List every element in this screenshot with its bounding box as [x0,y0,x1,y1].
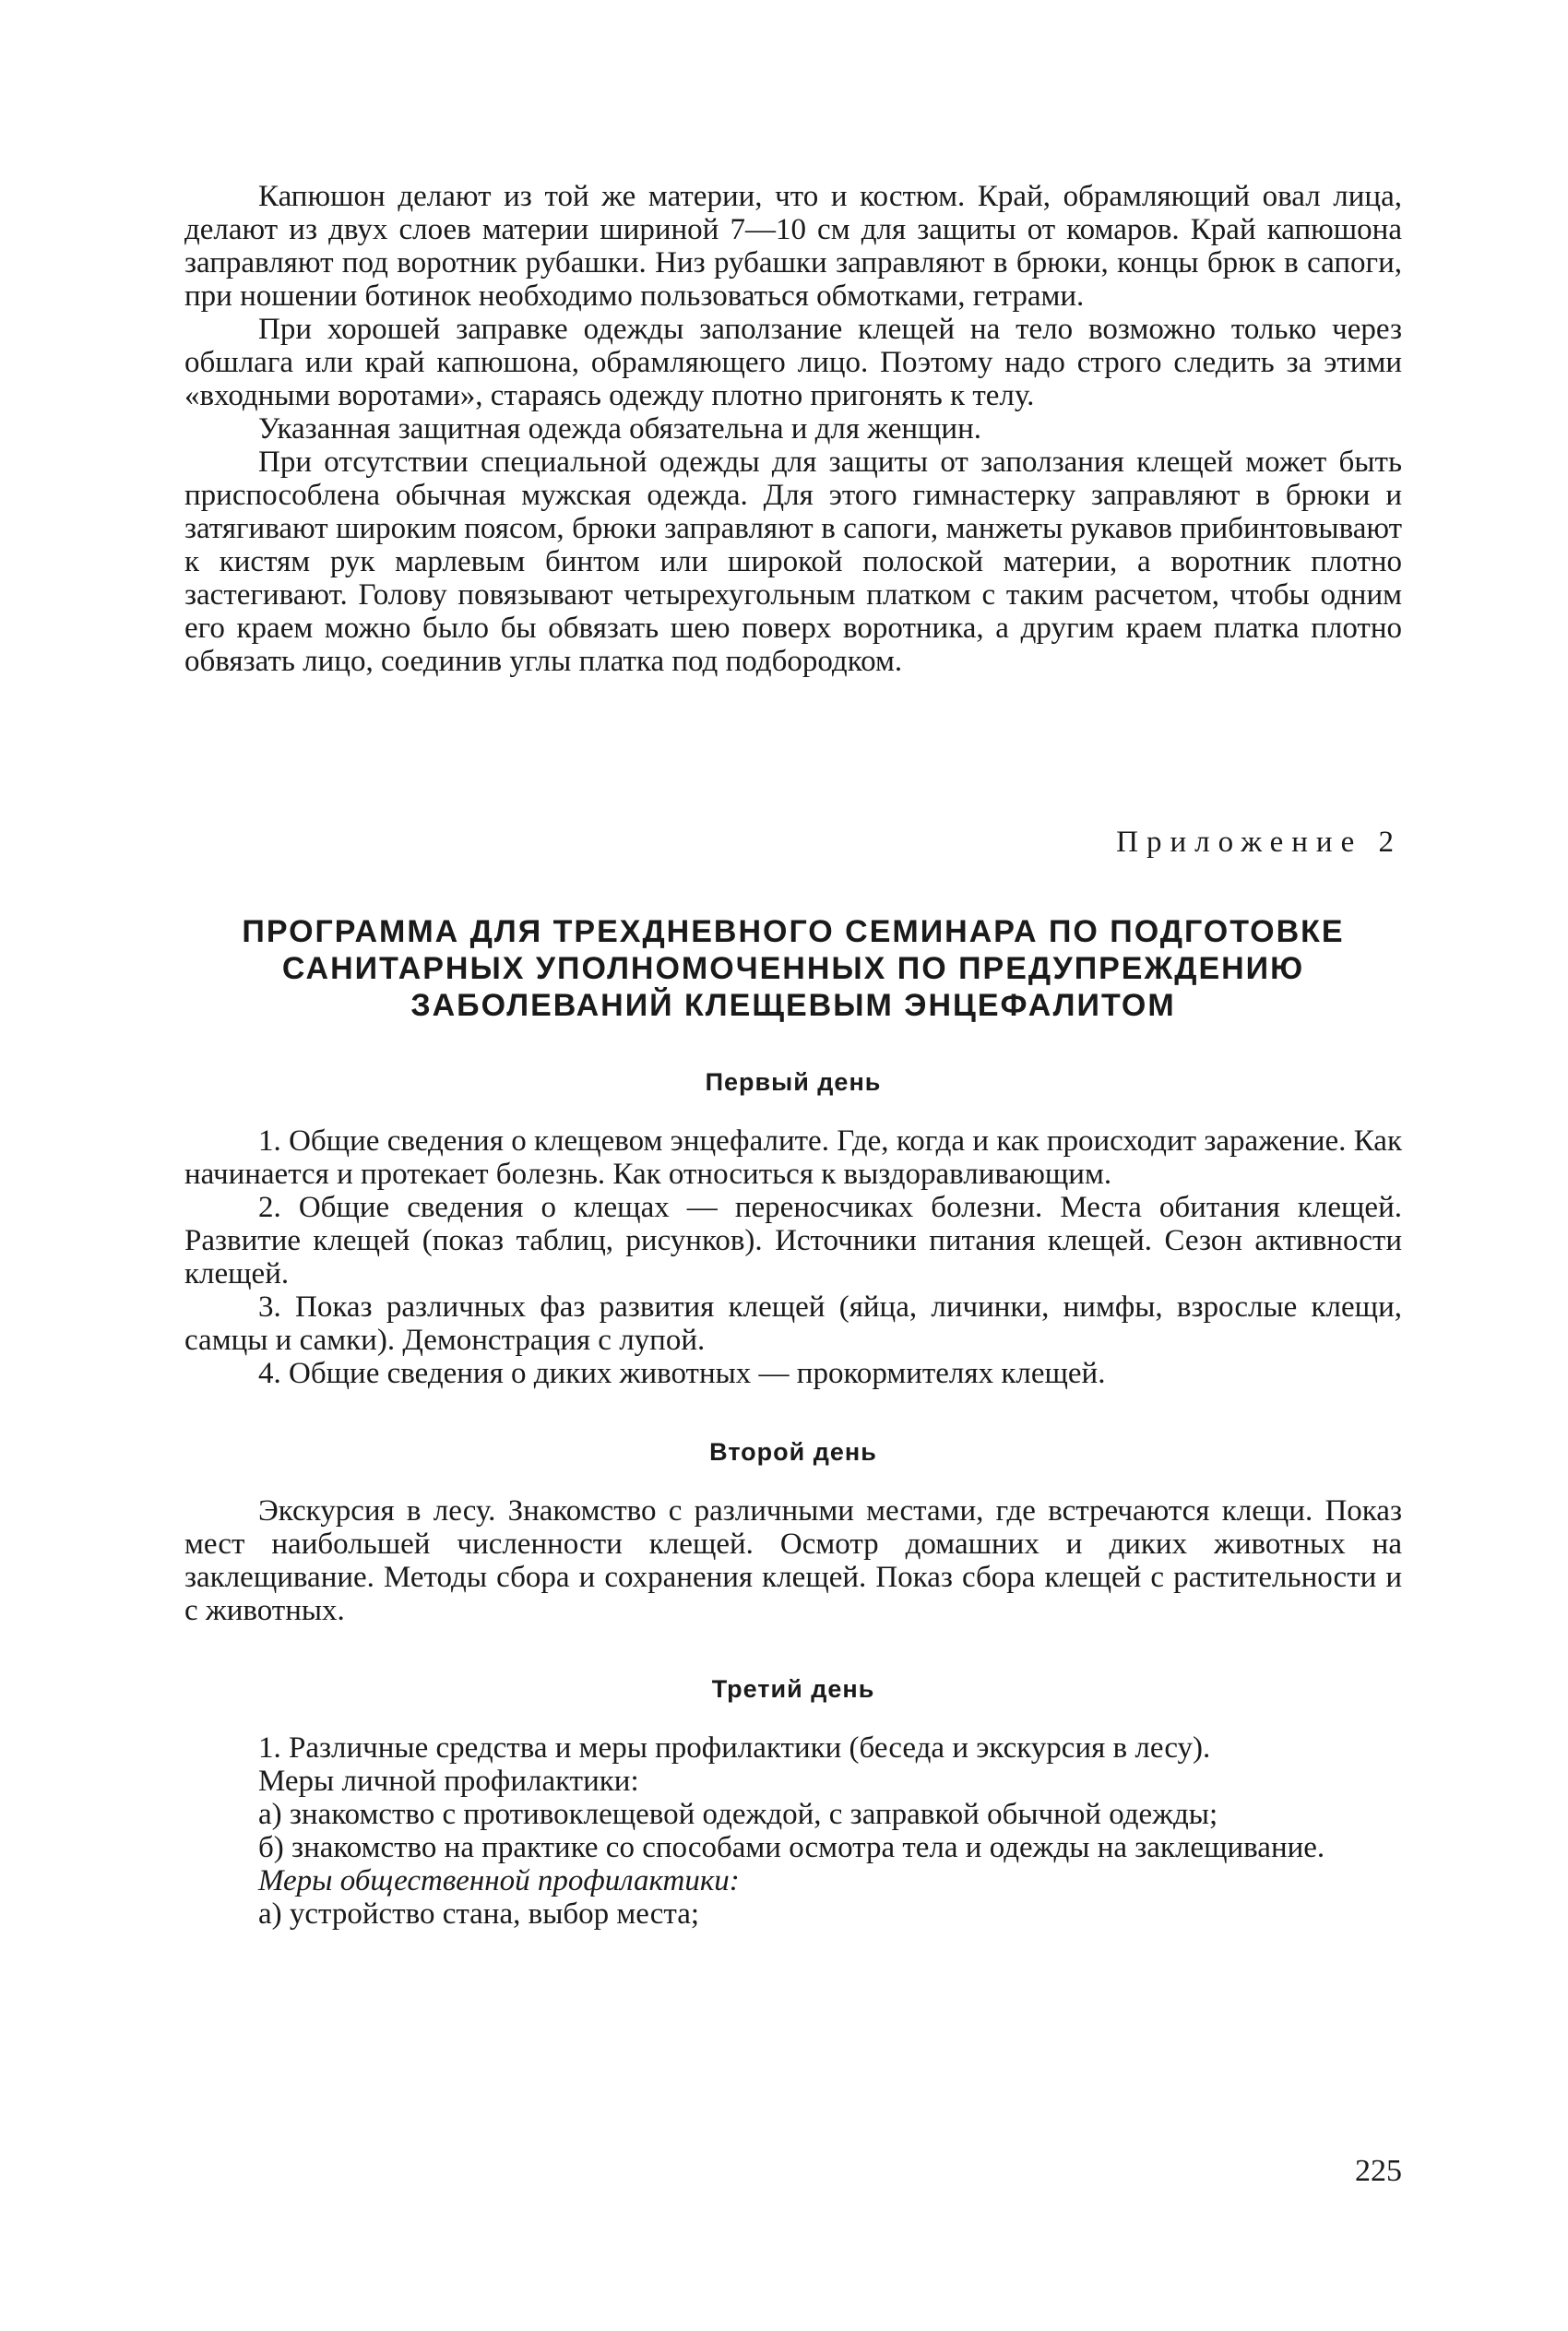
paragraph: При хорошей заправке одежды заползание клещей на тело возможно только через обшлага или край капюшона, обрамляющего лицо. Поэтому надо строго следить за этими «входными воротами», стараясь одежду плотно пригонять к телу. [184,313,1402,412]
paragraph: Экскурсия в лесу. Знакомство с различными местами, где встречаются клещи. Показ мест наибольшей численности клещей. Осмотр домашних и диких животных на заклещивание. Методы сбора и сохранения клещей. Показ сбора клещей с растительности и с животных. [184,1494,1402,1627]
day-heading: Третий день [711,1675,875,1703]
day-heading: Первый день [705,1068,882,1096]
title-line: ПРОГРАММА ДЛЯ ТРЕХДНЕВНОГО СЕМИНАРА ПО ПОДГОТОВКЕ [242,914,1345,949]
paragraph: Указанная защитная одежда обязательна и для женщин. [258,412,981,446]
list-item: 1. Общие сведения о клещевом энцефалите. Где, когда и как происходит заражение. Как начинается и протекает болезнь. Как относиться к выздоравливающим. [184,1124,1402,1191]
subheading: Меры личной профилактики: [258,1765,639,1798]
list-item: а) устройство стана, выбор места; [258,1897,700,1931]
paragraph: При отсутствии специальной одежды для защиты от заползания клещей может быть приспособлена обычная мужская одежда. Для этого гимнастерку заправляют в брюки и затягивают широким поясом, брюки заправляют в сапоги, манжеты рукавов прибинтовывают к кистям рук марлевым бинтом или широкой полоской материи, а воротник плотно застегивают. Голову повязывают четырехугольным платком с таким расчетом, чтобы одним его краем можно было бы обвязать шею поверх воротника, а другим краем платка плотно обвязать лицо, соединив углы платка под подбородком. [184,446,1402,678]
list-item: б) знакомство на практике со способами осмотра тела и одежды на заклещивание. [258,1831,1325,1864]
title-line: САНИТАРНЫХ УПОЛНОМОЧЕННЫХ ПО ПРЕДУПРЕЖДЕНИЮ [281,951,1305,986]
appendix-label: Приложение 2 [1116,826,1402,859]
list-item: 1. Различные средства и меры профилактики (беседа и экскурсия в лесу). [258,1731,1211,1765]
list-item: 4. Общие сведения о диких животных — прокормителях клещей. [258,1357,1106,1390]
list-item: 3. Показ различных фаз развития клещей (яйца, личинки, нимфы, взрослые клещи, самцы и самки). Демонстрация с лупой. [184,1290,1402,1357]
list-item: а) знакомство с противоклещевой одеждой, с заправкой обычной одежды; [258,1798,1218,1831]
page-content [184,180,1402,1931]
list-item: 2. Общие сведения о клещах — переносчиках болезни. Места обитания клещей. Развитие клещей (показ таблиц, рисунков). Источники питания клещей. Сезон активности клещей. [184,1191,1402,1290]
day-heading: Второй день [709,1438,877,1466]
subheading: Меры общественной профилактики: [258,1864,740,1897]
title-line: ЗАБОЛЕВАНИЙ КЛЕЩЕВЫМ ЭНЦЕФАЛИТОМ [410,988,1176,1023]
paragraph: Капюшон делают из той же материи, что и костюм. Край, обрамляющий овал лица, делают из двух слоев материи шириной 7—10 см для защиты от комаров. Край капюшона заправляют под воротник рубашки. Низ рубашки заправляют в брюки, концы брюк в сапоги, при ношении ботинок необходимо пользоваться обмотками, гетрами. [184,180,1402,313]
page-number: 225 [1355,2154,1402,2188]
section-title [184,913,1402,1024]
